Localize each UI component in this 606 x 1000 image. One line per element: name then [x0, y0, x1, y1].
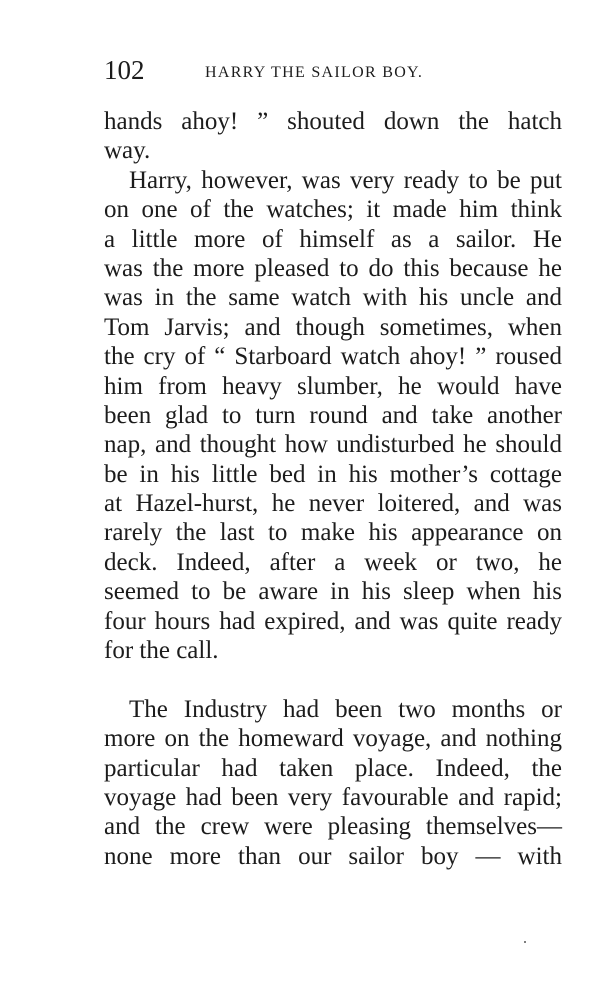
paragraph-2 — [104, 166, 562, 666]
text-line: was the more pleased to do this because he — [104, 254, 562, 282]
page-number: 102 — [104, 55, 145, 85]
text-line: Harry, however, was very ready to be put — [129, 166, 562, 194]
text-line: none more than our sailor boy — with — [104, 842, 562, 870]
text-line: voyage had been very favourable and rapid; — [104, 783, 562, 811]
running-head: HARRY THE SAILOR BOY. — [205, 64, 424, 81]
text-line: The Industry had been two months or — [129, 695, 562, 723]
text-line: rarely the last to make his appearance on — [104, 519, 562, 547]
text-line: way. — [104, 137, 151, 165]
text-line: more on the homeward voyage, and nothing — [104, 725, 562, 753]
text-line: the cry of “ Starboard watch ahoy! ” roused — [104, 343, 562, 371]
text-line: at Hazel-hurst, he never loitered, and was — [104, 490, 562, 518]
ink-speck — [524, 941, 526, 943]
text-line: particular had taken place. Indeed, the — [104, 754, 562, 782]
section-break — [104, 665, 562, 694]
text-line: nap, and thought how undisturbed he should — [104, 431, 562, 459]
text-line: for the call. — [104, 637, 219, 665]
text-line: a little more of himself as a sailor. He — [104, 225, 562, 253]
text-line: be in his little bed in his mother’s cottage — [104, 460, 562, 488]
paragraph-3 — [104, 695, 562, 871]
text-line: was in the same watch with his uncle and — [104, 284, 562, 312]
body-text — [104, 107, 562, 871]
text-line: him from heavy slumber, he would have — [104, 372, 562, 400]
text-line: deck. Indeed, after a week or two, he — [104, 548, 562, 576]
text-line: been glad to turn round and take another — [104, 401, 562, 429]
text-line: hands ahoy! ” shouted down the hatch — [104, 108, 562, 135]
text-line: four hours had expired, and was quite ready — [104, 607, 562, 635]
text-line: seemed to be aware in his sleep when his — [104, 578, 562, 606]
text-line: and the crew were pleasing themselves— — [104, 813, 562, 841]
text-line: Tom Jarvis; and though sometimes, when — [104, 313, 562, 341]
paragraph-1 — [104, 107, 562, 166]
text-line: on one of the watches; it made him think — [104, 196, 562, 224]
page-header — [104, 52, 564, 88]
